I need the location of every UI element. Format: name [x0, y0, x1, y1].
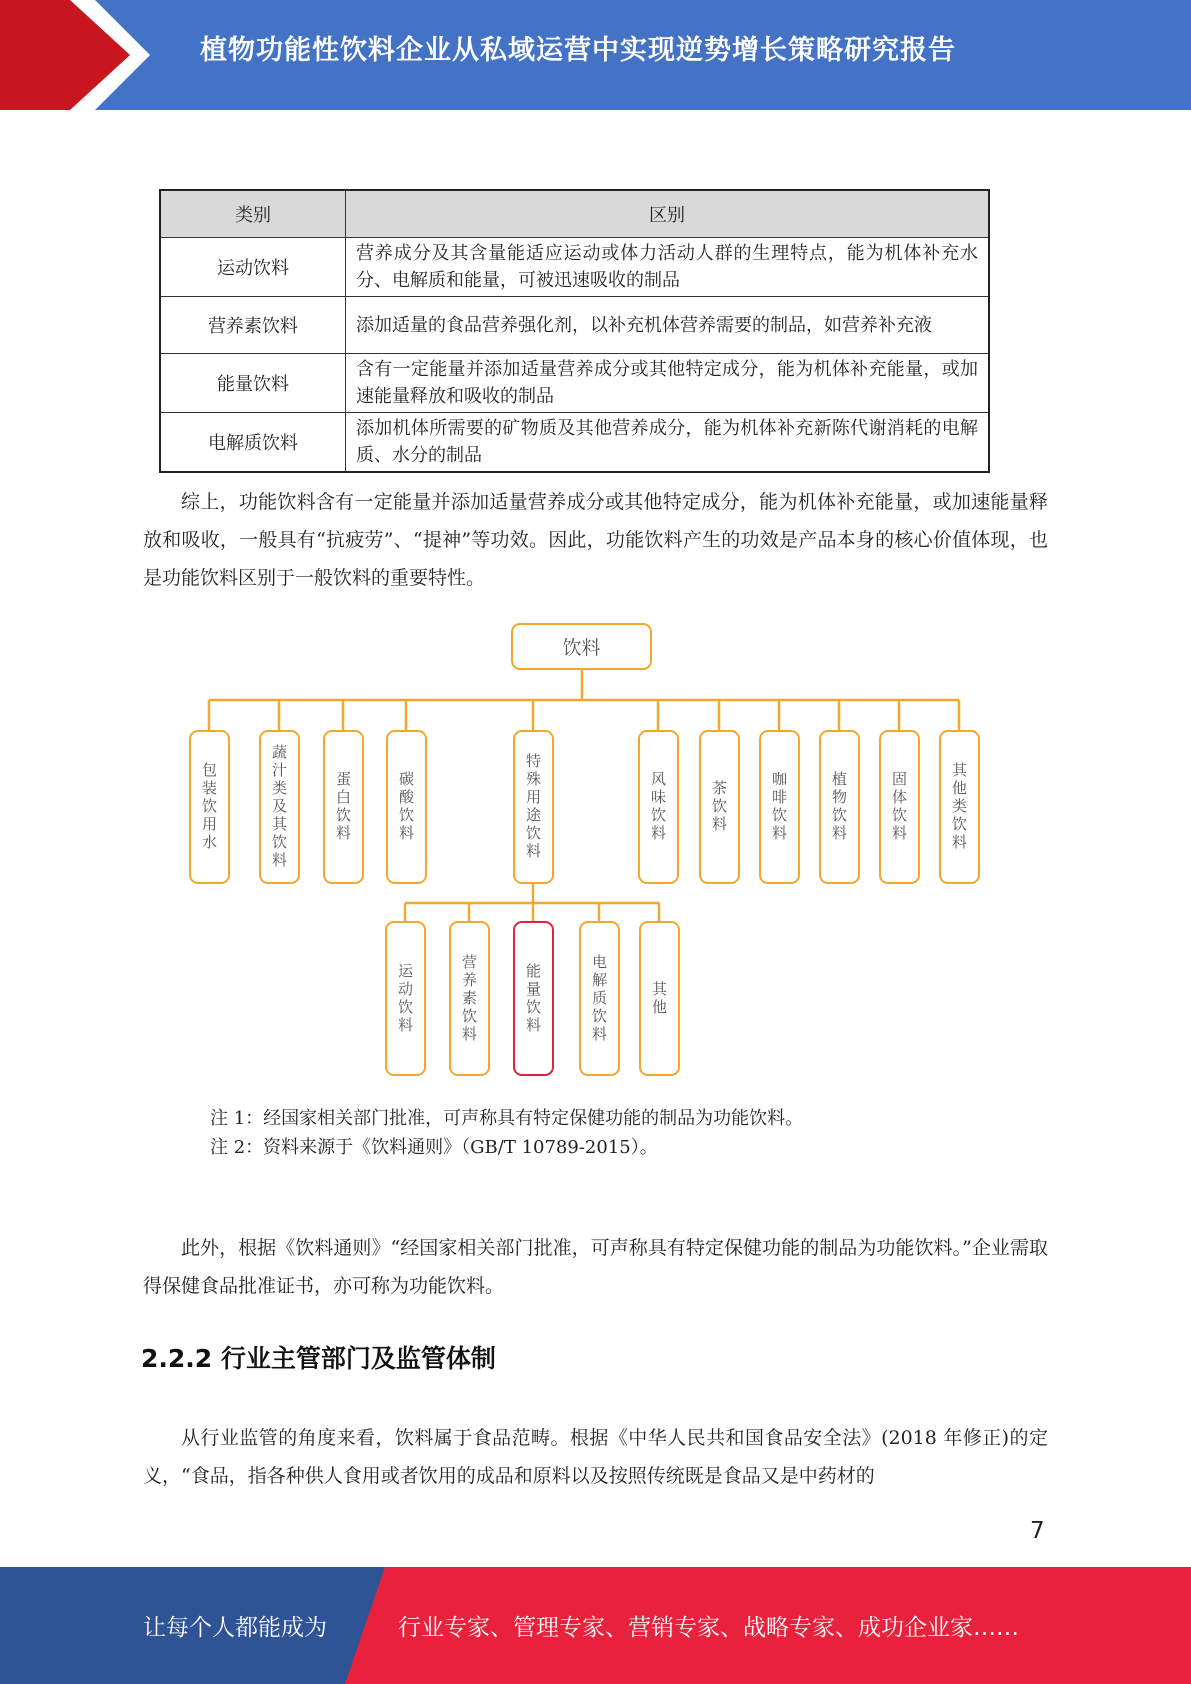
diagram-node-root: 饮料 [511, 623, 652, 670]
supervision-paragraph: 从行业监管的角度来看，饮料属于食品范畴。根据《中华人民共和国食品安全法》(2018 年修正)的定义，“食品，指各种供人食用或者饮用的成品和原料以及按照传统既是食品又是中药材的 [143, 1427, 1048, 1487]
diagram-node-level1: 风味饮料 [638, 730, 679, 884]
description-cell: 含有一定能量并添加适量营养成分或其他特定成分，能为机体补充能量，或加速能量释放和吸收的制品 [346, 354, 990, 413]
diagram-node-level1: 植物饮料 [819, 730, 860, 884]
regulation-paragraph: 此外，根据《饮料通则》“经国家相关部门批准，可声称具有特定保健功能的制品为功能饮料。”企业需取得保健食品批准证书，亦可称为功能饮料。 [143, 1237, 1048, 1297]
diagram-node-level1: 包装饮用水 [189, 730, 230, 884]
category-cell: 能量饮料 [160, 354, 346, 413]
description-cell: 营养成分及其含量能适应运动或体力活动人群的生理特点，能为机体补充水分、电解质和能量，可被迅速吸收的制品 [346, 238, 990, 297]
diagram-node-level1: 咖啡饮料 [759, 730, 800, 884]
category-cell: 电解质饮料 [160, 413, 346, 473]
diagram-node-level2: 营养素饮料 [449, 921, 490, 1076]
diagram-node-level1: 碳酸饮料 [386, 730, 427, 884]
category-cell: 营养素饮料 [160, 297, 346, 354]
diagram-node-level2: 运动饮料 [385, 921, 426, 1076]
page-number: 7 [1030, 1518, 1045, 1544]
diagram-note-2: 注 2：资料来源于《饮料通则》（GB/T 10789-2015）。 [210, 1137, 658, 1158]
section-heading: 2.2.2 行业主管部门及监管体制 [141, 1344, 496, 1373]
diagram-node-level2-highlighted: 能量饮料 [513, 921, 554, 1076]
footer-slogan-left: 让每个人都能成为 [143, 1615, 327, 1641]
diagram-node-level1: 茶饮料 [699, 730, 740, 884]
description-cell: 添加机体所需要的矿物质及其他营养成分，能为机体补充新陈代谢消耗的电解质、水分的制品 [346, 413, 990, 473]
diagram-node-level2: 其他 [639, 921, 680, 1076]
description-cell: 添加适量的食品营养强化剂，以补充机体营养需要的制品，如营养补充液 [346, 297, 990, 354]
footer-slogan-right: 行业专家、管理专家、营销专家、战略专家、成功企业家…… [398, 1615, 1019, 1641]
report-title: 植物功能性饮料企业从私域运营中实现逆势增长策略研究报告 [200, 35, 956, 66]
diagram-node-level2: 电解质饮料 [579, 921, 620, 1076]
column-header-category: 类别 [160, 190, 346, 238]
column-header-difference: 区别 [346, 190, 990, 238]
diagram-node-level1: 其他类饮料 [939, 730, 980, 884]
summary-paragraph: 综上，功能饮料含有一定能量并添加适量营养成分或其他特定成分，能为机体补充能量，或加速能量释放和吸收，一般具有“抗疲劳”、“提神”等功效。因此，功能饮料产生的功效是产品本身的核心价值体现，也是功能饮料区别于一般饮料的重要特性。 [143, 491, 1048, 589]
diagram-node-level1: 蔬汁类及其饮料 [259, 730, 300, 884]
diagram-node-level1: 蛋白饮料 [323, 730, 364, 884]
page-footer [0, 1567, 1191, 1684]
diagram-node-level1: 固体饮料 [879, 730, 920, 884]
category-cell: 运动饮料 [160, 238, 346, 297]
diagram-note-1: 注 1：经国家相关部门批准，可声称具有特定保健功能的制品为功能饮料。 [210, 1108, 804, 1129]
diagram-node-level1: 特殊用途饮料 [513, 730, 554, 884]
